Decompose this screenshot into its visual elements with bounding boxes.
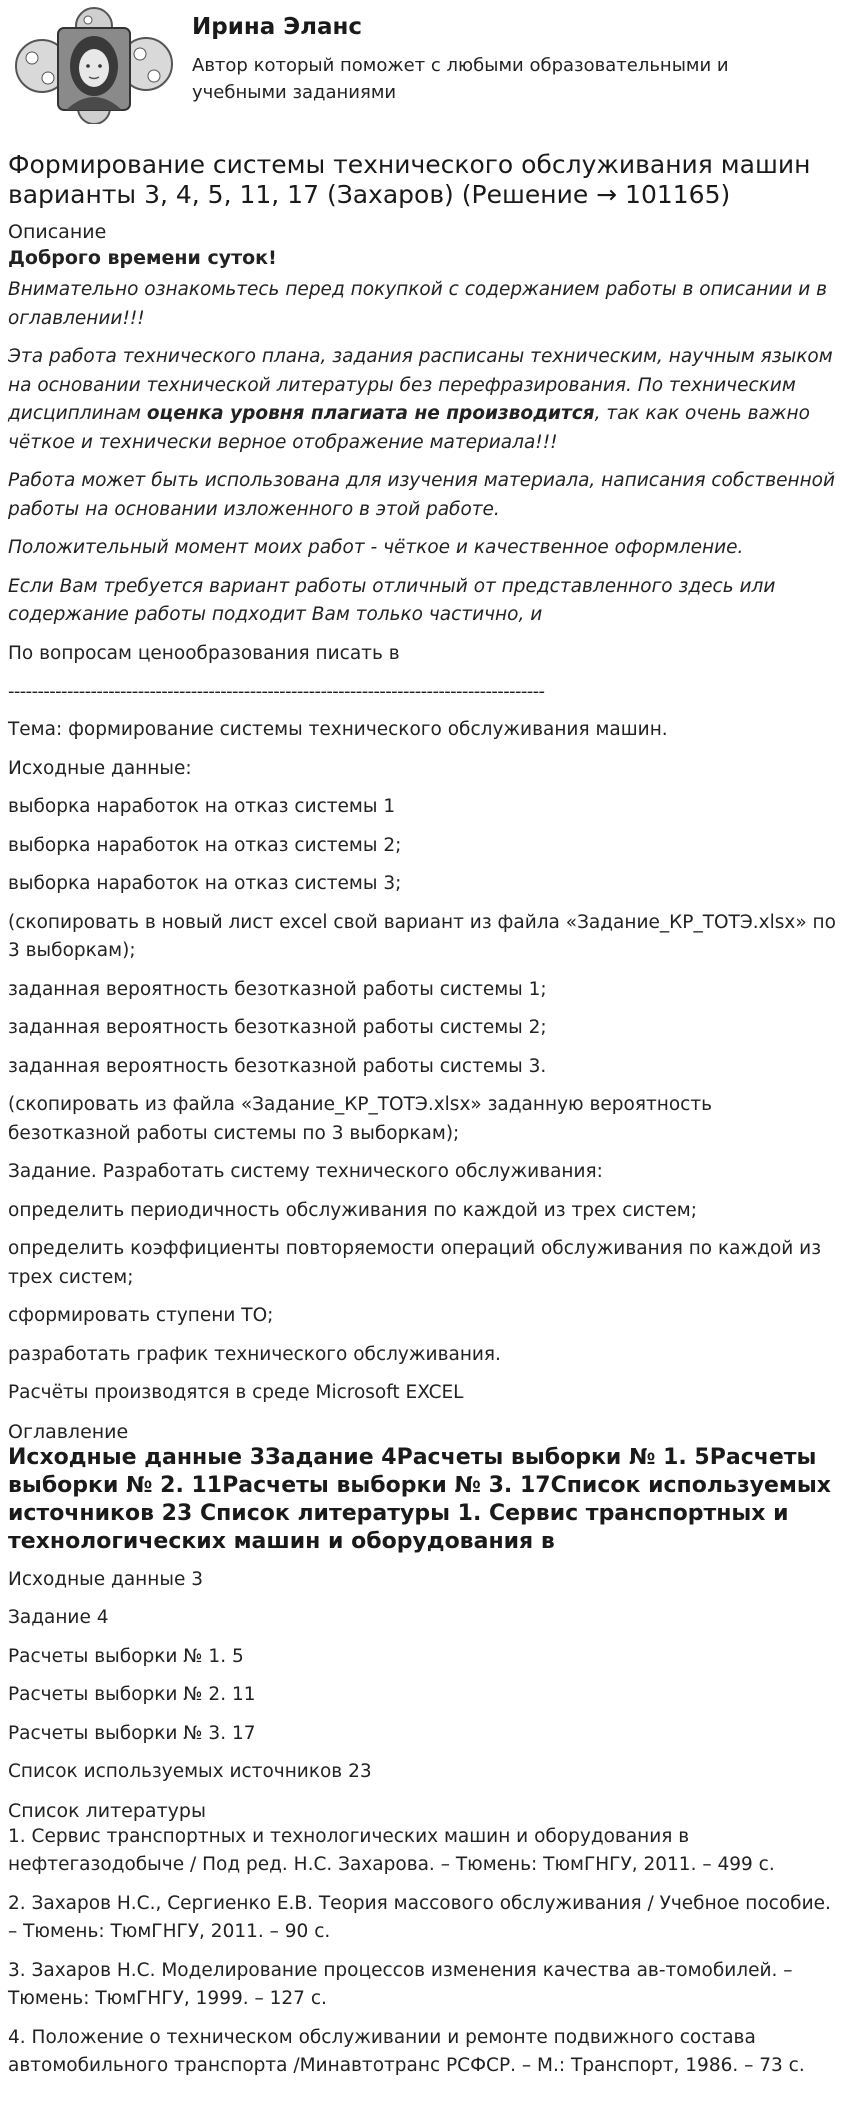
author-description: Автор который поможет с любыми образовательными и учебными заданиями bbox=[192, 55, 729, 103]
body-line: заданная вероятность безотказной работы системы 2; bbox=[8, 1017, 547, 1038]
body-line: заданная вероятность безотказной работы системы 1; bbox=[8, 978, 547, 1000]
toc-item: Задание 4 bbox=[8, 1607, 109, 1628]
body-line: заданная вероятность безотказной работы системы 3. bbox=[8, 1055, 547, 1077]
toc-summary: Исходные данные 3Задание 4Расчеты выборки № 1. 5Расчеты выборки № 2. 11Расчеты выборки № 3. 17Список используемых источников 23 Список литературы 1. Сервис транспортных и технологических машин и оборудования в bbox=[8, 1444, 831, 1554]
body-line: Расчёты производятся в среде Microsoft EXCEL bbox=[8, 1382, 464, 1403]
toc-item: Расчеты выборки № 2. 11 bbox=[8, 1684, 256, 1705]
description-paragraph-5: Если Вам требуется вариант работы отличный от представленного здесь или содержание работы подходит Вам только частично, и bbox=[8, 575, 776, 625]
literature-item: 4. Положение о техническом обслуживании и ремонте подвижного состава автомобильного транспорта /Минавтотранс РСФСР. – М.: Транспорт, 1986. – 73 с. bbox=[8, 2026, 805, 2076]
table-of-contents bbox=[8, 1420, 839, 1787]
toc-item: Расчеты выборки № 3. 17 bbox=[8, 1722, 256, 1744]
toc-item: Расчеты выборки № 1. 5 bbox=[8, 1645, 244, 1667]
body-line: определить периодичность обслуживания по каждой из трех систем; bbox=[8, 1199, 697, 1221]
body-line: Задание. Разработать систему технического обслуживания: bbox=[8, 1161, 603, 1182]
body-line: Исходные данные: bbox=[8, 757, 192, 779]
author-name[interactable]: Ирина Эланс bbox=[192, 14, 363, 40]
literature-item: 2. Захаров Н.С., Сергиенко Е.В. Теория массового обслуживания / Учебное пособие. – Тюмень: ТюмГНГУ, 2011. – 90 с. bbox=[8, 1892, 831, 1942]
p2-bold-text: оценка уровня плагиата не производится bbox=[146, 403, 595, 424]
body-line: определить коэффициенты повторяемости операций обслуживания по каждой из трех систем; bbox=[8, 1238, 822, 1288]
description-label: Описание bbox=[8, 221, 107, 243]
body-line: выборка наработок на отказ системы 1 bbox=[8, 796, 396, 817]
description-paragraph-2 bbox=[8, 343, 839, 457]
body-line: Тема: формирование системы технического обслуживания машин. bbox=[8, 719, 668, 740]
description-section bbox=[8, 220, 839, 706]
p2-text-start: Эта работа технического плана, задания расписаны техническим, научным языком на основании технической литературы без перефразирования. По техническим дисциплинам bbox=[8, 346, 833, 424]
description-paragraph-1: Внимательно ознакомьтесь перед покупкой с содержанием работы в описании и в оглавлении!!! bbox=[8, 279, 828, 329]
toc-item: Исходные данные 3 bbox=[8, 1568, 203, 1590]
description-paragraph-4: Положительный момент моих работ - чёткое и качественное оформление. bbox=[8, 537, 744, 558]
task-body bbox=[8, 716, 839, 1408]
toc-label: Оглавление bbox=[8, 1420, 129, 1443]
toc-item: Список используемых источников 23 bbox=[8, 1761, 372, 1782]
page-title: Формирование системы технического обслуживания машин варианты 3, 4, 5, 11, 17 (Захаров) (Решение → 101165) bbox=[8, 150, 811, 209]
pricing-contact-text: По вопросам ценообразования писать в bbox=[8, 642, 400, 664]
author-avatar[interactable] bbox=[14, 6, 174, 124]
greeting-text: Доброго времени суток! bbox=[8, 247, 277, 269]
separator-line: ------------------------------------------------------------------------------------------- bbox=[8, 681, 545, 702]
body-line: (скопировать в новый лист excel свой вариант из файла «Задание_КР_ТОТЭ.xlsx» по 3 выборкам); bbox=[8, 911, 836, 961]
body-line: (скопировать из файла «Задание_КР_ТОТЭ.xlsx» заданную вероятность безотказной работы системы по 3 выборкам); bbox=[8, 1094, 713, 1144]
p2-text-end: , так как очень важно чёткое и технически верное отображение материала!!! bbox=[8, 403, 810, 453]
description-paragraph-3: Работа может быть использована для изучения материала, написания собственной работы на основании изложенного в этой работе. bbox=[8, 470, 836, 520]
avatar-frame-image bbox=[14, 6, 174, 124]
literature-section bbox=[8, 1799, 839, 2081]
literature-item: 1. Сервис транспортных и технологических машин и оборудования в нефтегазодобыче / Под ред. Н.С. Захарова. – Тюмень: ТюмГНГУ, 2011. – 499 с. bbox=[8, 1825, 775, 1875]
body-line: выборка наработок на отказ системы 2; bbox=[8, 834, 402, 856]
body-line: сформировать ступени ТО; bbox=[8, 1305, 274, 1326]
author-block bbox=[8, 0, 839, 130]
body-line: разработать график технического обслуживания. bbox=[8, 1343, 501, 1365]
body-line: выборка наработок на отказ системы 3; bbox=[8, 873, 402, 894]
literature-item: 3. Захаров Н.С. Моделирование процессов изменения качества ав-томобилей. – Тюмень: ТюмГНГУ, 1999. – 127 с. bbox=[8, 1959, 793, 2009]
literature-label: Список литературы bbox=[8, 1799, 206, 1822]
